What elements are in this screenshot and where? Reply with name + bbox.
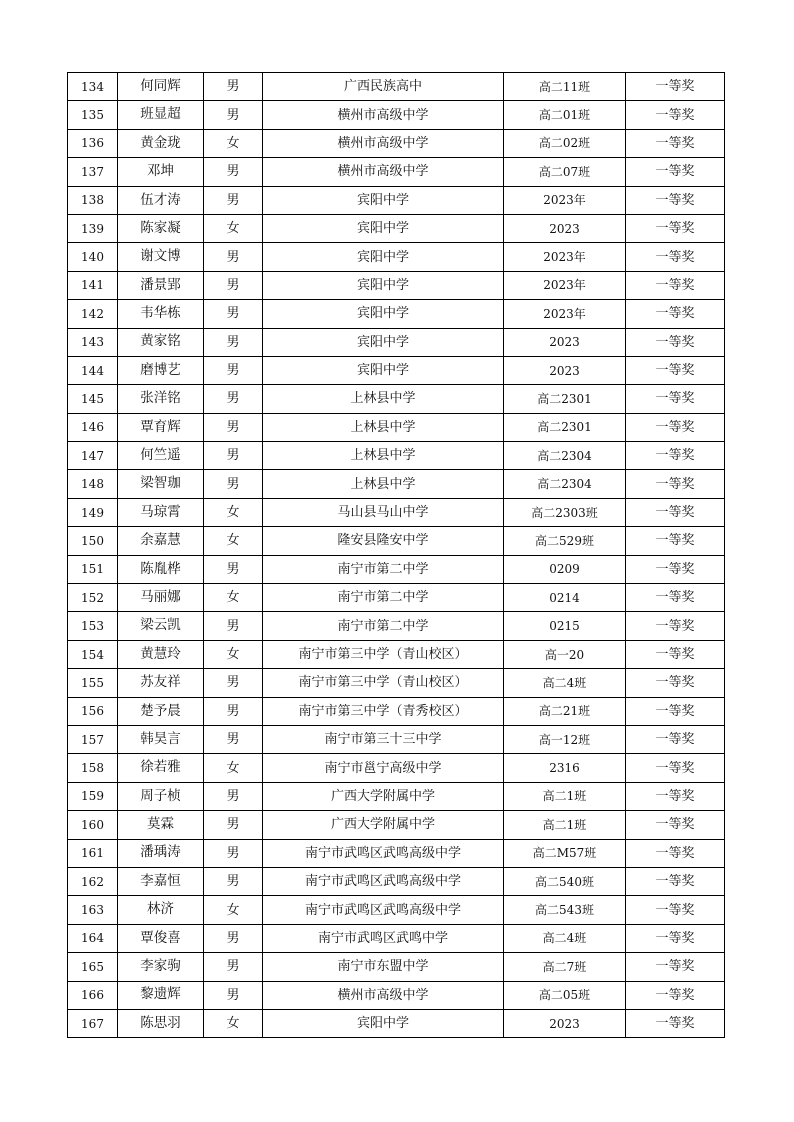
row-number-cell: 138 <box>68 186 118 214</box>
student-name-cell: 陈胤桦 <box>118 555 204 583</box>
school-cell: 南宁市第三中学（青山校区） <box>263 640 504 668</box>
table-row <box>68 555 725 583</box>
school-cell: 南宁市第三中学（青山校区） <box>263 669 504 697</box>
gender-cell: 男 <box>204 271 263 299</box>
award-cell: 一等奖 <box>626 669 725 697</box>
school-cell: 上林县中学 <box>263 470 504 498</box>
gender-cell: 男 <box>204 413 263 441</box>
school-cell: 宾阳中学 <box>263 300 504 328</box>
school-cell: 南宁市第二中学 <box>263 584 504 612</box>
school-cell: 上林县中学 <box>263 413 504 441</box>
school-cell: 横州市高级中学 <box>263 158 504 186</box>
award-cell: 一等奖 <box>626 442 725 470</box>
row-number-cell: 140 <box>68 243 118 271</box>
row-number-cell: 165 <box>68 953 118 981</box>
class-cell: 高二4班 <box>504 924 626 952</box>
gender-cell: 女 <box>204 1009 263 1037</box>
class-cell: 2023年 <box>504 186 626 214</box>
award-cell: 一等奖 <box>626 328 725 356</box>
class-cell: 高二01班 <box>504 101 626 129</box>
class-cell: 高二2304 <box>504 442 626 470</box>
class-cell: 高二1班 <box>504 782 626 810</box>
school-cell: 横州市高级中学 <box>263 981 504 1009</box>
table-row <box>68 584 725 612</box>
row-number-cell: 167 <box>68 1009 118 1037</box>
gender-cell: 男 <box>204 73 263 101</box>
school-cell: 上林县中学 <box>263 385 504 413</box>
row-number-cell: 136 <box>68 129 118 157</box>
award-cell: 一等奖 <box>626 527 725 555</box>
row-number-cell: 164 <box>68 924 118 952</box>
award-cell: 一等奖 <box>626 300 725 328</box>
student-name-cell: 伍才涛 <box>118 186 204 214</box>
table-row <box>68 867 725 895</box>
row-number-cell: 141 <box>68 271 118 299</box>
table-row <box>68 186 725 214</box>
student-name-cell: 黎遗辉 <box>118 981 204 1009</box>
row-number-cell: 146 <box>68 413 118 441</box>
table-row <box>68 1009 725 1037</box>
class-cell: 0214 <box>504 584 626 612</box>
class-cell: 2023年 <box>504 271 626 299</box>
gender-cell: 女 <box>204 498 263 526</box>
award-cell: 一等奖 <box>626 413 725 441</box>
school-cell: 南宁市武鸣区武鸣高级中学 <box>263 896 504 924</box>
table-row <box>68 413 725 441</box>
student-name-cell: 马丽娜 <box>118 584 204 612</box>
award-cell: 一等奖 <box>626 356 725 384</box>
table-row <box>68 754 725 782</box>
award-cell: 一等奖 <box>626 839 725 867</box>
row-number-cell: 139 <box>68 214 118 242</box>
school-cell: 宾阳中学 <box>263 1009 504 1037</box>
student-name-cell: 徐若雅 <box>118 754 204 782</box>
award-cell: 一等奖 <box>626 754 725 782</box>
award-cell: 一等奖 <box>626 924 725 952</box>
gender-cell: 男 <box>204 186 263 214</box>
gender-cell: 男 <box>204 981 263 1009</box>
award-cell: 一等奖 <box>626 953 725 981</box>
student-name-cell: 覃俊喜 <box>118 924 204 952</box>
class-cell: 高二21班 <box>504 697 626 725</box>
table-row <box>68 981 725 1009</box>
row-number-cell: 134 <box>68 73 118 101</box>
school-cell: 南宁市第三十三中学 <box>263 725 504 753</box>
school-cell: 宾阳中学 <box>263 356 504 384</box>
class-cell: 高一12班 <box>504 725 626 753</box>
gender-cell: 男 <box>204 725 263 753</box>
gender-cell: 男 <box>204 328 263 356</box>
school-cell: 宾阳中学 <box>263 186 504 214</box>
table-row <box>68 725 725 753</box>
student-name-cell: 陈家凝 <box>118 214 204 242</box>
award-cell: 一等奖 <box>626 129 725 157</box>
table-row <box>68 498 725 526</box>
gender-cell: 男 <box>204 697 263 725</box>
class-cell: 2023 <box>504 1009 626 1037</box>
award-cell: 一等奖 <box>626 782 725 810</box>
award-cell: 一等奖 <box>626 867 725 895</box>
school-cell: 广西民族高中 <box>263 73 504 101</box>
award-cell: 一等奖 <box>626 243 725 271</box>
class-cell: 高二2303班 <box>504 498 626 526</box>
gender-cell: 女 <box>204 754 263 782</box>
gender-cell: 男 <box>204 924 263 952</box>
class-cell: 高二2304 <box>504 470 626 498</box>
gender-cell: 男 <box>204 612 263 640</box>
school-cell: 隆安县隆安中学 <box>263 527 504 555</box>
award-cell: 一等奖 <box>626 725 725 753</box>
school-cell: 广西大学附属中学 <box>263 782 504 810</box>
row-number-cell: 159 <box>68 782 118 810</box>
table-row <box>68 243 725 271</box>
award-cell: 一等奖 <box>626 555 725 583</box>
row-number-cell: 156 <box>68 697 118 725</box>
school-cell: 南宁市第二中学 <box>263 612 504 640</box>
table-row <box>68 640 725 668</box>
class-cell: 0215 <box>504 612 626 640</box>
class-cell: 高二543班 <box>504 896 626 924</box>
school-cell: 上林县中学 <box>263 442 504 470</box>
row-number-cell: 155 <box>68 669 118 697</box>
gender-cell: 男 <box>204 356 263 384</box>
award-cell: 一等奖 <box>626 640 725 668</box>
award-cell: 一等奖 <box>626 896 725 924</box>
gender-cell: 男 <box>204 300 263 328</box>
gender-cell: 女 <box>204 584 263 612</box>
class-cell: 高二M57班 <box>504 839 626 867</box>
school-cell: 横州市高级中学 <box>263 129 504 157</box>
school-cell: 宾阳中学 <box>263 328 504 356</box>
table-row <box>68 782 725 810</box>
row-number-cell: 147 <box>68 442 118 470</box>
student-name-cell: 谢文博 <box>118 243 204 271</box>
student-name-cell: 何同辉 <box>118 73 204 101</box>
row-number-cell: 166 <box>68 981 118 1009</box>
award-cell: 一等奖 <box>626 811 725 839</box>
student-name-cell: 莫霖 <box>118 811 204 839</box>
table-row <box>68 356 725 384</box>
award-cell: 一等奖 <box>626 498 725 526</box>
award-cell: 一等奖 <box>626 470 725 498</box>
award-cell: 一等奖 <box>626 186 725 214</box>
gender-cell: 女 <box>204 896 263 924</box>
class-cell: 2023 <box>504 214 626 242</box>
school-cell: 南宁市第二中学 <box>263 555 504 583</box>
class-cell: 2023 <box>504 356 626 384</box>
gender-cell: 男 <box>204 470 263 498</box>
gender-cell: 女 <box>204 214 263 242</box>
row-number-cell: 142 <box>68 300 118 328</box>
row-number-cell: 144 <box>68 356 118 384</box>
table-row <box>68 839 725 867</box>
gender-cell: 男 <box>204 442 263 470</box>
table-row <box>68 328 725 356</box>
gender-cell: 男 <box>204 782 263 810</box>
gender-cell: 男 <box>204 243 263 271</box>
student-name-cell: 张洋铭 <box>118 385 204 413</box>
row-number-cell: 150 <box>68 527 118 555</box>
table-row <box>68 158 725 186</box>
gender-cell: 女 <box>204 640 263 668</box>
class-cell: 高二2301 <box>504 413 626 441</box>
student-name-cell: 磨博艺 <box>118 356 204 384</box>
student-name-cell: 班显超 <box>118 101 204 129</box>
class-cell: 2023 <box>504 328 626 356</box>
student-name-cell: 梁智珈 <box>118 470 204 498</box>
award-cell: 一等奖 <box>626 385 725 413</box>
row-number-cell: 158 <box>68 754 118 782</box>
gender-cell: 男 <box>204 158 263 186</box>
table-row <box>68 953 725 981</box>
class-cell: 2316 <box>504 754 626 782</box>
gender-cell: 女 <box>204 527 263 555</box>
row-number-cell: 148 <box>68 470 118 498</box>
row-number-cell: 162 <box>68 867 118 895</box>
table-row <box>68 101 725 129</box>
award-cell: 一等奖 <box>626 1009 725 1037</box>
gender-cell: 男 <box>204 839 263 867</box>
row-number-cell: 154 <box>68 640 118 668</box>
student-name-cell: 黄家铭 <box>118 328 204 356</box>
class-cell: 高一20 <box>504 640 626 668</box>
student-name-cell: 马琼霄 <box>118 498 204 526</box>
student-name-cell: 韦华栋 <box>118 300 204 328</box>
row-number-cell: 137 <box>68 158 118 186</box>
student-name-cell: 陈思羽 <box>118 1009 204 1037</box>
student-name-cell: 李家驹 <box>118 953 204 981</box>
award-cell: 一等奖 <box>626 697 725 725</box>
student-name-cell: 周子桢 <box>118 782 204 810</box>
table-row <box>68 129 725 157</box>
student-name-cell: 邓坤 <box>118 158 204 186</box>
award-cell: 一等奖 <box>626 158 725 186</box>
table-row <box>68 470 725 498</box>
award-cell: 一等奖 <box>626 214 725 242</box>
class-cell: 高二4班 <box>504 669 626 697</box>
table-row <box>68 300 725 328</box>
award-cell: 一等奖 <box>626 101 725 129</box>
gender-cell: 男 <box>204 669 263 697</box>
school-cell: 南宁市东盟中学 <box>263 953 504 981</box>
row-number-cell: 151 <box>68 555 118 583</box>
student-name-cell: 苏友祥 <box>118 669 204 697</box>
table-row <box>68 527 725 555</box>
class-cell: 高二540班 <box>504 867 626 895</box>
student-name-cell: 覃育辉 <box>118 413 204 441</box>
student-name-cell: 黄慧玲 <box>118 640 204 668</box>
gender-cell: 男 <box>204 555 263 583</box>
table-row <box>68 896 725 924</box>
row-number-cell: 143 <box>68 328 118 356</box>
table-row <box>68 924 725 952</box>
school-cell: 广西大学附属中学 <box>263 811 504 839</box>
row-number-cell: 160 <box>68 811 118 839</box>
student-name-cell: 梁云凯 <box>118 612 204 640</box>
student-name-cell: 韩昊言 <box>118 725 204 753</box>
table-row <box>68 214 725 242</box>
row-number-cell: 157 <box>68 725 118 753</box>
school-cell: 南宁市武鸣区武鸣中学 <box>263 924 504 952</box>
class-cell: 0209 <box>504 555 626 583</box>
row-number-cell: 152 <box>68 584 118 612</box>
school-cell: 南宁市第三中学（青秀校区） <box>263 697 504 725</box>
table-body <box>68 73 725 1038</box>
award-cell: 一等奖 <box>626 981 725 1009</box>
student-name-cell: 余嘉慧 <box>118 527 204 555</box>
student-name-cell: 潘景郢 <box>118 271 204 299</box>
class-cell: 高二7班 <box>504 953 626 981</box>
student-name-cell: 楚予晨 <box>118 697 204 725</box>
gender-cell: 男 <box>204 385 263 413</box>
award-cell: 一等奖 <box>626 73 725 101</box>
student-name-cell: 李嘉恒 <box>118 867 204 895</box>
student-name-cell: 何竺遥 <box>118 442 204 470</box>
student-name-cell: 黄金珑 <box>118 129 204 157</box>
school-cell: 宾阳中学 <box>263 214 504 242</box>
table-row <box>68 612 725 640</box>
class-cell: 高二11班 <box>504 73 626 101</box>
table-row <box>68 442 725 470</box>
row-number-cell: 163 <box>68 896 118 924</box>
gender-cell: 男 <box>204 867 263 895</box>
school-cell: 宾阳中学 <box>263 271 504 299</box>
class-cell: 2023年 <box>504 300 626 328</box>
table-row <box>68 271 725 299</box>
row-number-cell: 135 <box>68 101 118 129</box>
row-number-cell: 149 <box>68 498 118 526</box>
school-cell: 南宁市武鸣区武鸣高级中学 <box>263 839 504 867</box>
award-cell: 一等奖 <box>626 612 725 640</box>
table-row <box>68 697 725 725</box>
award-cell: 一等奖 <box>626 271 725 299</box>
gender-cell: 女 <box>204 129 263 157</box>
school-cell: 宾阳中学 <box>263 243 504 271</box>
student-name-cell: 林济 <box>118 896 204 924</box>
school-cell: 横州市高级中学 <box>263 101 504 129</box>
school-cell: 马山县马山中学 <box>263 498 504 526</box>
table-row <box>68 385 725 413</box>
row-number-cell: 145 <box>68 385 118 413</box>
row-number-cell: 153 <box>68 612 118 640</box>
gender-cell: 男 <box>204 953 263 981</box>
award-list-table <box>67 72 725 1038</box>
table-row <box>68 73 725 101</box>
school-cell: 南宁市邕宁高级中学 <box>263 754 504 782</box>
gender-cell: 男 <box>204 811 263 839</box>
class-cell: 高二529班 <box>504 527 626 555</box>
class-cell: 高二05班 <box>504 981 626 1009</box>
row-number-cell: 161 <box>68 839 118 867</box>
student-name-cell: 潘瑀涛 <box>118 839 204 867</box>
award-cell: 一等奖 <box>626 584 725 612</box>
school-cell: 南宁市武鸣区武鸣高级中学 <box>263 867 504 895</box>
class-cell: 高二07班 <box>504 158 626 186</box>
gender-cell: 男 <box>204 101 263 129</box>
class-cell: 高二2301 <box>504 385 626 413</box>
table-row <box>68 811 725 839</box>
class-cell: 高二02班 <box>504 129 626 157</box>
class-cell: 高二1班 <box>504 811 626 839</box>
table-row <box>68 669 725 697</box>
class-cell: 2023年 <box>504 243 626 271</box>
